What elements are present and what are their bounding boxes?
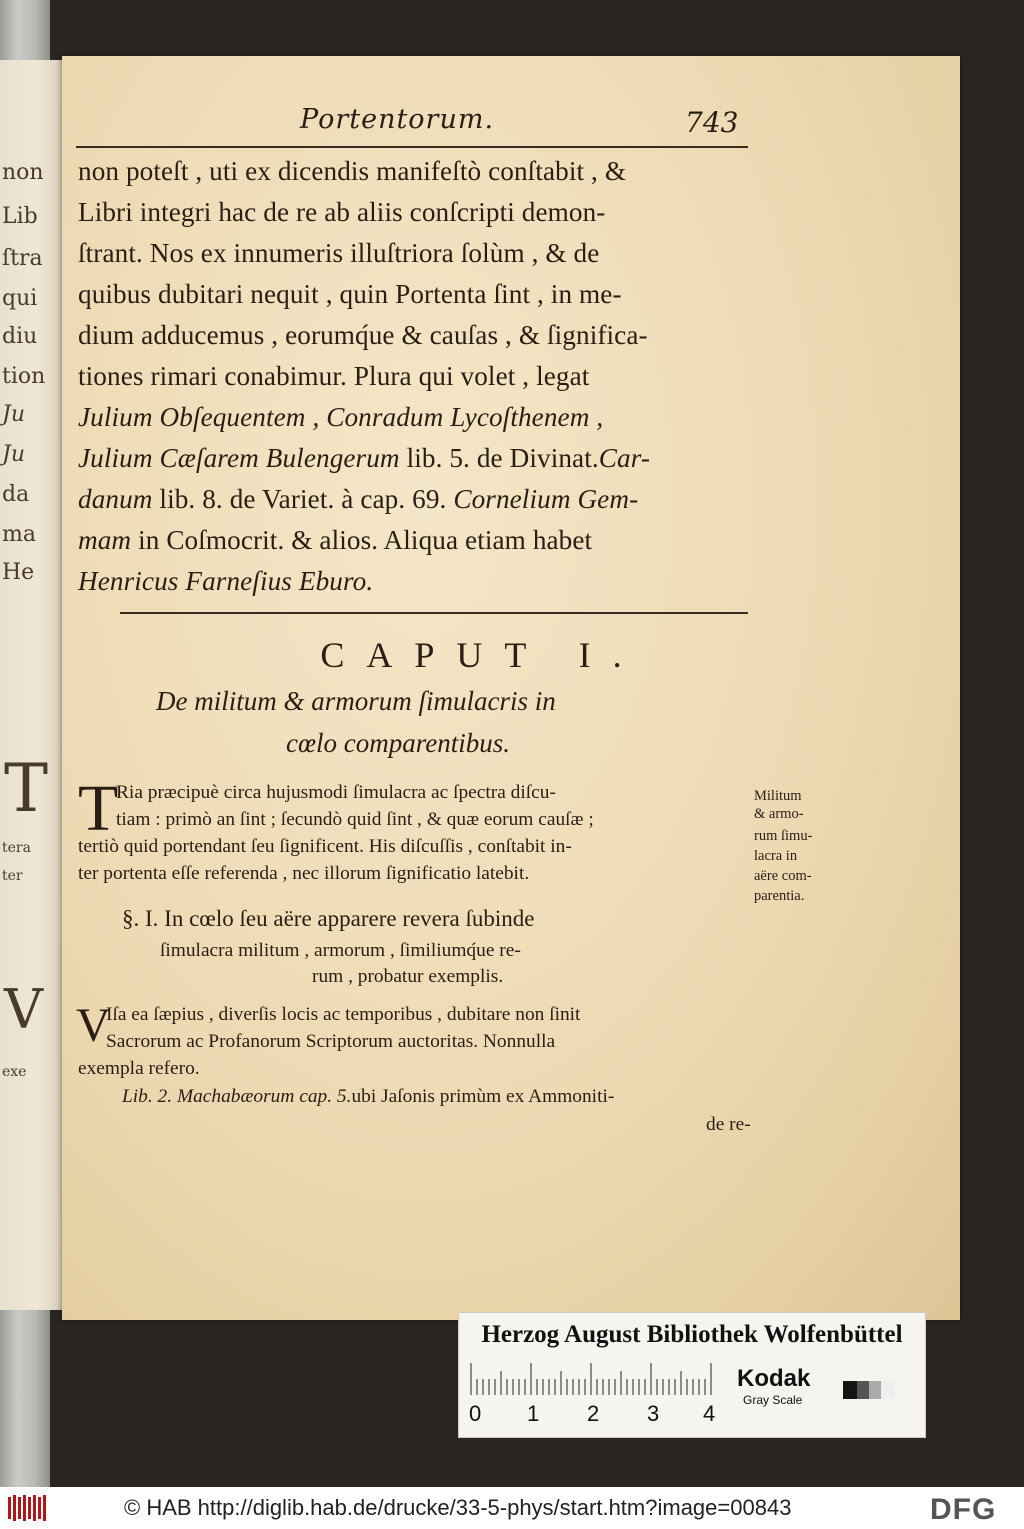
prev-fragment: ſtra (2, 246, 43, 271)
prev-fragment: qui (2, 286, 38, 311)
margin-note-line: rum ſimu- (754, 828, 813, 844)
margin-note-line: aëre com- (754, 868, 812, 884)
section-rule (120, 612, 748, 614)
drop-cap-t: T (78, 772, 119, 845)
prev-fragment: ma (2, 522, 36, 547)
margin-note-line: Militum (754, 788, 802, 804)
prev-fragment: Ju (2, 402, 25, 427)
prev-fragment: exe (2, 1064, 27, 1080)
citation: Lib. 2. Machabæorum cap. 5. (122, 1086, 352, 1107)
body-line: dium adducemus , eorumq́ue & cauſas , & ſignifica- (78, 320, 648, 350)
chapter-subtitle-line1: De militum & armorum ſimulacris in (156, 686, 556, 716)
dfg-logo: DFG (930, 1493, 997, 1526)
section-heading-line2: ſimulacra militum , armorum , ſimiliumq́ue re- (160, 940, 521, 961)
section-heading-line3: rum , probatur exemplis. (312, 966, 504, 987)
body-line: ſtrant. Nos ex innumeris illuſtriora ſolùm , & de (78, 238, 600, 268)
library-name: Herzog August Bibliothek Wolfenbüttel (481, 1321, 903, 1348)
reference-text: lib. 8. de Variet. à cap. 69. (152, 484, 454, 514)
gray-scale-label: Gray Scale (743, 1393, 803, 1407)
author-name: Julium Cæſarem Bulengerum (78, 443, 400, 473)
margin-note-line: parentia. (754, 888, 805, 904)
reference-text: in Coſmocrit. & alios. Aliqua etiam habet (131, 525, 593, 555)
author-name: Car- (598, 443, 650, 473)
page-number: 743 (685, 106, 739, 139)
margin-note-line: lacra in (754, 848, 798, 864)
scale-ruler (469, 1363, 719, 1395)
previous-page-edge (0, 60, 62, 1310)
paragraph-line: Sacrorum ac Profanorum Scriptorum auctoritas. Nonnulla (106, 1031, 556, 1052)
prev-fragment: da (2, 482, 30, 507)
body-line: non poteſt , uti ex dicendis manifeſtò conſtabit , & (78, 156, 627, 186)
paragraph-line (122, 1086, 614, 1108)
prev-fragment: diu (2, 324, 38, 349)
chapter-title (0, 634, 1024, 676)
prev-fragment: V (4, 978, 43, 1041)
header-rule (76, 146, 748, 148)
body-line: quibus dubitari nequit , quin Portenta ſint , in me- (78, 279, 622, 309)
paragraph-line: tiam : primò an ſint ; ſecundò quid ſint , & quæ eorum cauſæ ; (116, 809, 594, 830)
running-head: Portentorum. (300, 104, 495, 135)
paragraph-line: Ria præcipuè circa hujusmodi ſimulacra ac ſpectra diſcu- (116, 782, 556, 803)
prev-fragment: T (4, 750, 49, 827)
chapter-title-text: CAPUT I. (320, 635, 644, 675)
body-line (78, 443, 650, 474)
prev-fragment: He (2, 560, 35, 585)
prev-fragment: ter (2, 868, 23, 884)
author-name: danum (78, 484, 153, 514)
ruler-number: 2 (587, 1401, 600, 1426)
footer-bar (0, 1487, 1024, 1529)
ruler-number: 0 (469, 1401, 482, 1426)
paragraph-text: ubi Jaſonis primùm ex Ammoniti- (351, 1086, 615, 1107)
copyright-url[interactable]: © HAB http://diglib.hab.de/drucke/33-5-phys/start.htm?image=00843 (124, 1495, 792, 1520)
reference-text: lib. 5. de Divinat. (399, 443, 599, 473)
body-line (78, 525, 592, 556)
body-line: Libri integri hac de re ab aliis conſcripti demon- (78, 197, 606, 227)
body-line: tiones rimari conabimur. Plura qui volet , legat (78, 361, 590, 391)
prev-fragment: non (2, 160, 44, 185)
gray-scale-swatch (843, 1381, 895, 1399)
catchword: de re- (706, 1114, 751, 1135)
prev-fragment: tion (2, 364, 46, 389)
paragraph-line: Iſa ea ſæpius , diverſis locis ac temporibus , dubitare non ſinit (106, 1004, 581, 1025)
ruler-number: 1 (527, 1401, 540, 1426)
body-line (78, 484, 638, 515)
kodak-logo: Kodak (737, 1365, 811, 1392)
body-line: Julium Obſequentem , Conradum Lycoſthenem , (78, 402, 604, 432)
paragraph-line: ter portenta eſſe referenda , nec illorum ſignificatio latebit. (78, 863, 530, 884)
paragraph-line: exempla refero. (78, 1058, 200, 1079)
chapter-subtitle-line2: cœlo comparentibus. (286, 728, 510, 758)
paragraph-line: tertiò quid portendant ſeu ſignificent. His diſcuſſis , conſtabit in- (78, 836, 572, 857)
hab-logo-icon (6, 1493, 48, 1523)
drop-cap-v: V (76, 999, 111, 1052)
author-name: mam (78, 525, 132, 555)
prev-fragment: tera (2, 840, 31, 856)
prev-fragment: Lib (2, 204, 38, 229)
section-heading: §. I. In cœlo ſeu aëre apparere revera ſubinde (122, 906, 535, 931)
ruler-number: 4 (703, 1401, 716, 1426)
prev-fragment: Ju (2, 442, 25, 467)
library-color-target-label (458, 1312, 926, 1438)
ruler-number: 3 (647, 1401, 660, 1426)
margin-note-line: & armo- (754, 806, 804, 822)
body-line: Henricus Farneſius Eburo. (78, 566, 374, 596)
author-name: Cornelium Gem- (453, 484, 639, 514)
